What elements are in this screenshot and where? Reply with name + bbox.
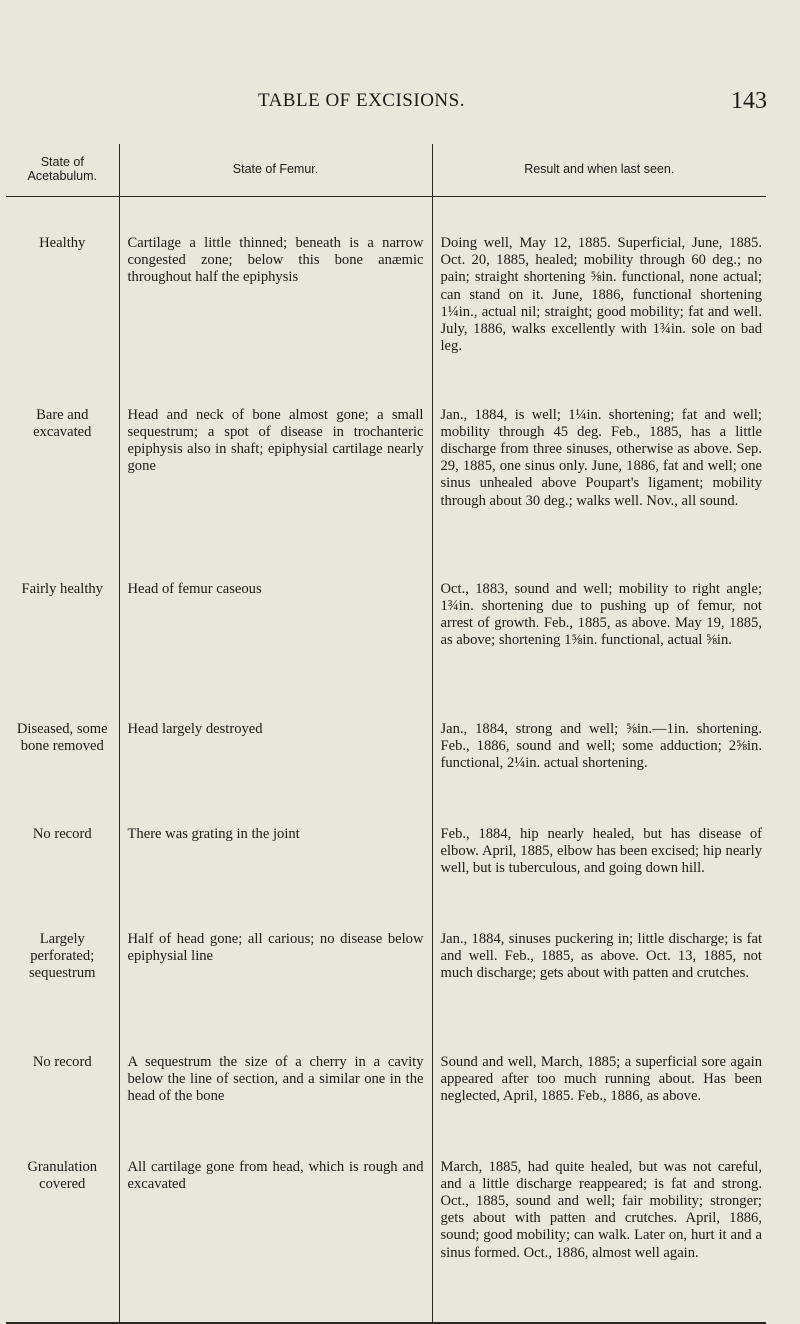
page-number: 143 xyxy=(731,88,767,114)
result-cell: Sound and well, March, 1885; a superficial sore again appeared after too much running about. Has been neglected, April, 1885. Feb., 1886, as above. xyxy=(440,1053,762,1104)
table-row xyxy=(6,931,766,1054)
result-cell: Oct., 1883, sound and well; mobility to right angle; 1¾in. shortening due to pushing up of femur, not arrest of growth. Feb., 1885, as above. May 19, 1885, as above; shortening 1⅝in. functional, actual ⅝in. xyxy=(440,580,762,649)
acetabulum-cell: No record xyxy=(6,826,119,931)
femur-cell: There was grating in the joint xyxy=(119,826,432,931)
table-row xyxy=(6,197,766,407)
table-row xyxy=(6,407,766,581)
result-cell: March, 1885, had quite healed, but was not careful, and a little discharge reappeared; is fat and strong. Oct., 1885, sound and well; fair mobility; stronger; gets about with patten and crutches. April, 1886, sound; good mobility; can walk. Later on, hurt it and a sinus formed. Oct., 1886, almost well again. xyxy=(440,1158,762,1261)
acetabulum-cell: No record xyxy=(6,1054,119,1159)
acetabulum-cell: Largely perforated; sequestrum xyxy=(6,931,119,1054)
header-acetabulum: State of Acetabulum. xyxy=(6,144,119,197)
excisions-table xyxy=(6,144,766,1324)
result-cell: Feb., 1884, hip nearly healed, but has disease of elbow. April, 1885, elbow has been excised; hip nearly well, but is tuberculous, and going down hill. xyxy=(440,825,762,876)
femur-cell: Head largely destroyed xyxy=(119,721,432,826)
table-row xyxy=(6,581,766,721)
femur-cell: Head and neck of bone almost gone; a small sequestrum; a spot of disease in trochanteric epiphysis also in shaft; epiphysial cartilage nearly gone xyxy=(119,407,432,581)
table-row xyxy=(6,1159,766,1305)
acetabulum-cell: Diseased, some bone removed xyxy=(6,721,119,826)
acetabulum-cell: Bare and excavated xyxy=(6,407,119,581)
table-row xyxy=(6,721,766,826)
table-row xyxy=(6,826,766,931)
acetabulum-cell: Healthy xyxy=(6,197,119,407)
femur-cell: Head of femur caseous xyxy=(119,581,432,721)
femur-cell: Half of head gone; all carious; no disease below epiphysial line xyxy=(119,931,432,1054)
table-end-rule xyxy=(6,1305,766,1323)
page-header xyxy=(0,88,800,120)
acetabulum-cell: Granulation covered xyxy=(6,1159,119,1305)
femur-cell: All cartilage gone from head, which is rough and excavated xyxy=(119,1159,432,1305)
acetabulum-cell: Fairly healthy xyxy=(6,581,119,721)
result-cell: Jan., 1884, strong and well; ⅝in.—1in. shortening. Feb., 1886, sound and well; some adduction; 2⅝in. functional, 2¼in. actual shortening. xyxy=(440,720,762,771)
header-femur: State of Femur. xyxy=(119,144,432,197)
result-cell: Jan., 1884, sinuses puckering in; little discharge; is fat and well. Feb., 1885, as above. Oct. 13, 1885, not much discharge; gets about with patten and crutches. xyxy=(440,930,762,981)
result-cell: Doing well, May 12, 1885. Superficial, June, 1885. Oct. 20, 1885, healed; mobility through 60 deg.; no pain; straight shortening ⅝in. functional, none actual; can stand on it. June, 1886, functional shortening 1¼in., actual nil; straight; good mobility; fat and well. July, 1886, walks excellently with 1¾in. sole on bad leg. xyxy=(440,235,762,355)
running-title: TABLE OF EXCISIONS. xyxy=(258,90,465,111)
femur-cell: A sequestrum the size of a cherry in a cavity below the line of section, and a similar one in the head of the bone xyxy=(119,1054,432,1159)
result-cell: Jan., 1884, is well; 1¼in. shortening; fat and well; mobility through 45 deg. Feb., 1885, has a little discharge from three sinuses, otherwise as above. Sep. 29, 1885, one sinus only. June, 1886, fat and well; one sinus unhealed above Poupart's ligament; mobility through about 30 deg.; walks well. Nov., all sound. xyxy=(440,406,762,509)
table-header-row xyxy=(6,144,766,197)
femur-cell: Cartilage a little thinned; beneath is a narrow congested zone; below this bone anæmic throughout half the epiphysis xyxy=(119,197,432,407)
header-result: Result and when last seen. xyxy=(432,144,766,197)
table-row xyxy=(6,1054,766,1159)
